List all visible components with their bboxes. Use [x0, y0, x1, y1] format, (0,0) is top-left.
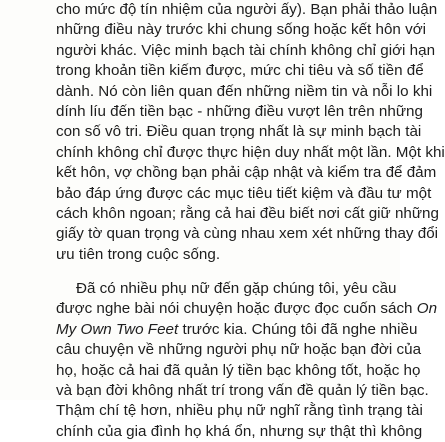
text-line: [56, 320, 418, 340]
text-line: cho mức độ tín nhiệm của người ấy). Bạn phải thảo luận: [56, 1, 438, 18]
text-line: những điều này trước khi chung sống hoặc kết hôn với: [56, 21, 427, 39]
paragraph-gap: [56, 265, 372, 279]
text-line: giấy tờ quan trọng và cùng nhau xem xét những thay đổi: [56, 225, 439, 243]
text-line: dính líu đến tiền bạc - những điều vượt lên trên những: [56, 102, 423, 120]
book-title-part-1: On: [416, 300, 438, 318]
text-line: cách khôn ngoan; rằng cả hai đều biết nơi cất giữ những: [56, 204, 439, 222]
body-text: [56, 0, 445, 442]
paragraph-financial-transparency: [56, 0, 445, 265]
text-run: được nghe bài nói chuyện hoặc được đọc cuốn sách: [56, 300, 417, 318]
text-line: dành. Nó còn liên quan đến những niềm tin và nỗi lo khi: [56, 82, 433, 100]
text-line: bảo đáp ứng được các mục tiêu tiết kiệm và đầu tư một: [56, 184, 432, 202]
text-line: ưu tiên trong cuộc sống.: [56, 245, 221, 263]
text-line: kết hôn, vợ chồng bạn phải cập nhật và kiểm tra để đảm: [56, 164, 437, 182]
text-line: trong khoản tiền kiếm được, mức chi tiêu và số tiền để: [56, 62, 424, 80]
paragraph-women-stories: [56, 279, 438, 442]
text-line: và bạn đời không nhất trí trong vấn đề quản lý tiền bạc.: [56, 382, 429, 400]
text-line: người khác. Việc minh bạch tài chính không chỉ giới hạn: [56, 41, 436, 59]
text-run: trước kia. Chúng tôi đã nghe nhiều: [178, 320, 418, 338]
text-line: Thậm chí tệ hơn, nhiều phụ nữ nghĩ rằng tình trạng tài: [56, 402, 423, 420]
text-line: chính của gia đình họ khá ổn, nhưng sự thật thì không: [56, 422, 423, 440]
text-line: họ, hoặc cả hai đã quản lý tiền bạc không tốt, hoặc họ: [56, 361, 421, 379]
text-line: [56, 299, 438, 319]
text-line: Đã có nhiều phụ nữ đến gặp chúng tôi, yêu cầu: [76, 280, 397, 298]
text-line: con số vô tri. Điều quan trọng nhất là sự minh bạch tài: [56, 123, 422, 141]
text-line: câu chuyện về những người phụ nữ hoặc bạn đời của: [56, 341, 422, 359]
text-line: chính không chỉ được thực hiện duy nhất một lần. Một khi: [56, 143, 445, 161]
book-title-part-2: My Own Two Feet: [56, 320, 179, 338]
